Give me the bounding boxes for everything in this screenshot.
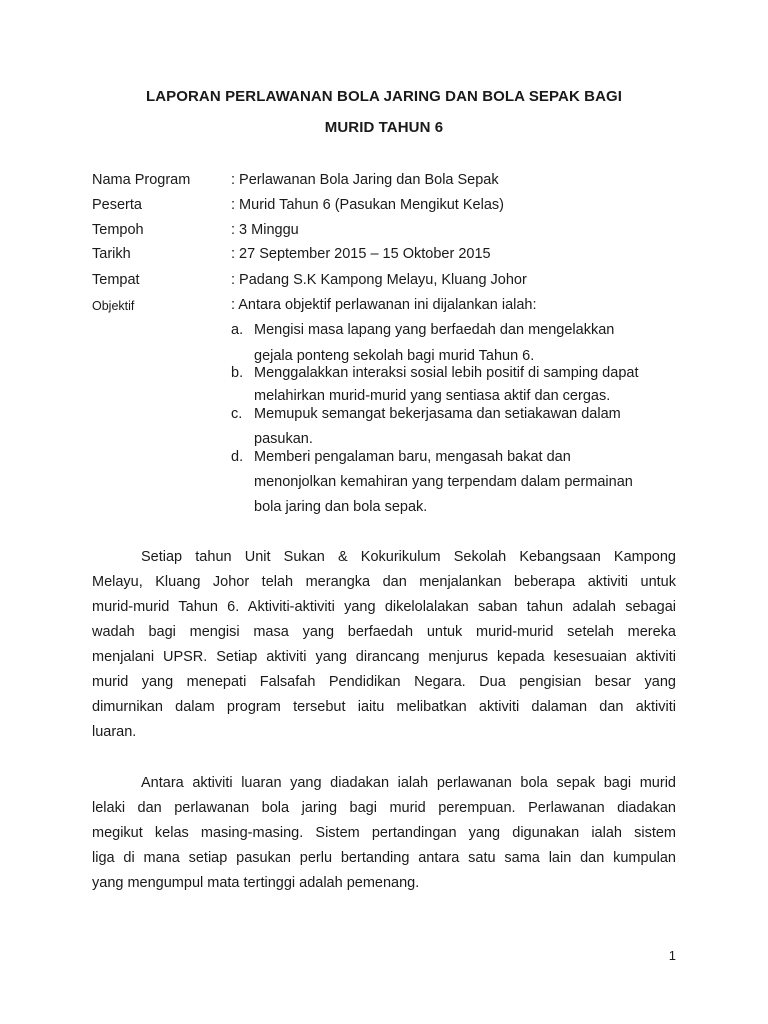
info-value: : 27 September 2015 – 15 Oktober 2015 [231,246,491,262]
info-label: Tempoh [92,222,144,238]
info-value: : Murid Tahun 6 (Pasukan Mengikut Kelas) [231,197,504,213]
objective-text: Memberi pengalaman baru, mengasah bakat dan [254,449,571,465]
info-row-participants [92,197,692,217]
info-label: Nama Program [92,172,191,188]
objective-letter: d. [231,449,244,465]
info-row-duration [92,222,692,242]
paragraph-line: lelaki dan perlawanan bola jaring bagi murid perempuan. Perlawanan diadakan [92,800,676,816]
info-label: Peserta [92,197,142,213]
paragraph-line: luaran. [92,724,137,740]
objective-text: Memupuk semangat bekerjasama dan setiakawan dalam [254,406,621,422]
info-row-date [92,246,692,266]
paragraph-line: Melayu, Kluang Johor telah merangka dan menjalankan beberapa aktiviti untuk [92,574,676,590]
report-title-line-1: LAPORAN PERLAWANAN BOLA JARING DAN BOLA SEPAK BAGI [145,88,623,105]
objective-text: bola jaring dan bola sepak. [254,499,428,515]
info-label: Objektif [92,299,135,313]
paragraph-line: Antara aktiviti luaran yang diadakan ialah perlawanan bola sepak bagi murid [141,775,676,791]
info-value: : 3 Minggu [231,222,299,238]
objective-letter: a. [231,322,244,338]
paragraph-line: yang mengumpul mata tertinggi adalah pemenang. [92,875,420,891]
objective-text: Menggalakkan interaksi sosial lebih positif di samping dapat [254,365,639,381]
page-number: 1 [668,948,676,963]
paragraph-line: murid-murid Tahun 6. Aktiviti-aktiviti yang dikelolalakan saban tahun adalah sebagai [92,599,676,615]
info-label: Tempat [92,272,140,288]
paragraph-line: liga di mana setiap pasukan perlu bertanding antara satu sama lain dan kumpulan [92,850,676,866]
objective-text: pasukan. [254,431,313,447]
objective-text: menonjolkan kemahiran yang terpendam dalam permainan [254,474,633,490]
paragraph-line: wadah bagi mengisi masa yang berfaedah untuk murid-murid setelah mereka [92,624,676,640]
paragraph-line: dimurnikan dalam program tersebut iaitu melibatkan aktiviti dalaman dan aktiviti [92,699,676,715]
info-row-objective [92,297,692,317]
objective-letter: c. [231,406,243,422]
objective-letter: b. [231,365,244,381]
paragraph-line: megikut kelas masing-masing. Sistem pertandingan yang digunakan ialah sistem [92,825,676,841]
objective-text: gejala ponteng sekolah bagi murid Tahun 6. [254,348,535,364]
objective-text: Mengisi masa lapang yang berfaedah dan mengelakkan [254,322,615,338]
info-label: Tarikh [92,246,131,262]
paragraph-line: Setiap tahun Unit Sukan & Kokurikulum Sekolah Kebangsaan Kampong [141,549,676,565]
objective-text: melahirkan murid-murid yang sentiasa aktif dan cergas. [254,388,611,404]
info-value: : Perlawanan Bola Jaring dan Bola Sepak [231,172,499,188]
paragraph-line: menjalani UPSR. Setiap aktiviti yang dirancang menjurus kepada kesesuaian aktiviti [92,649,676,665]
info-row-venue [92,272,692,292]
info-value: : Antara objektif perlawanan ini dijalankan ialah: [231,297,537,313]
report-title-line-2: MURID TAHUN 6 [324,119,444,136]
paragraph-line: murid yang menepati Falsafah Pendidikan Negara. Dua pengisian besar yang [92,674,676,690]
info-value: : Padang S.K Kampong Melayu, Kluang Johor [231,272,527,288]
info-row-program [92,172,692,192]
